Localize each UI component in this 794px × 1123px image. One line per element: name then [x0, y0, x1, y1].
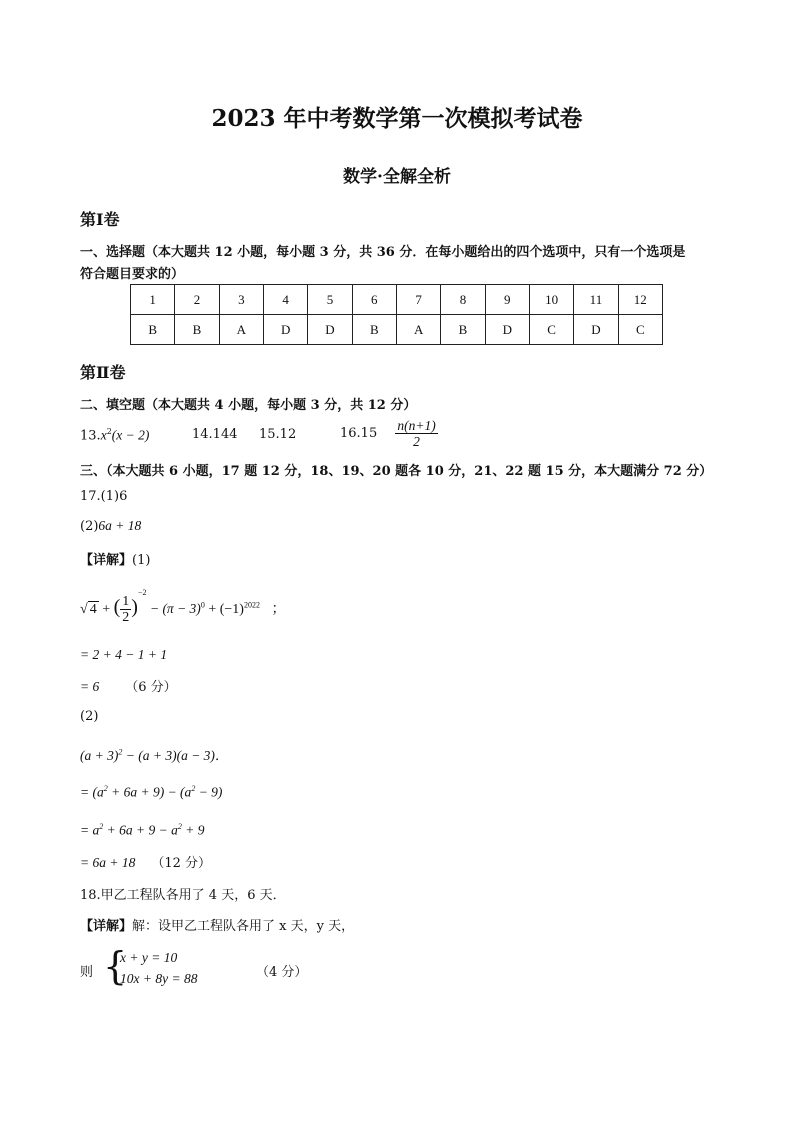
q17-answer-1: 17.(1)6	[80, 489, 128, 504]
table-cell: 7	[396, 285, 440, 315]
answer-table-answers-row	[131, 315, 663, 345]
step4-sup1: 2	[99, 822, 104, 831]
part2-label: 第Ⅱ卷	[80, 363, 126, 382]
q18-answer: 18.甲乙工程队各用了 4 天，6 天．	[80, 888, 286, 903]
table-cell: 4	[263, 285, 307, 315]
q17-step-4	[80, 822, 204, 839]
q18-detail-label: 【详解】	[80, 919, 133, 934]
q17-step-2	[80, 676, 177, 695]
step4-b: + 6a + 9 − a	[103, 822, 178, 838]
q17-expression-1: √ 4 + ( $\frac{1}{2}$ )$^{-2} - (\pi - 3)^0 + (-1)^{2022}$ ；	[80, 588, 286, 626]
table-cell: B	[175, 315, 219, 345]
q18-detail	[80, 915, 354, 934]
q16-prefix: 16.15	[340, 426, 378, 441]
detail-part-1: (1)	[132, 553, 151, 568]
q13-prefix: 13.	[80, 428, 101, 444]
step3-sup2: 2	[191, 784, 196, 793]
table-cell: C	[529, 315, 573, 345]
table-cell: B	[131, 315, 175, 345]
step3-b: + 6a + 9) − (a	[107, 784, 192, 800]
q17-detail-heading	[80, 549, 150, 568]
table-cell: D	[263, 315, 307, 345]
q18-detail-text: 解：设甲乙工程队各用了 x 天，y 天，	[132, 919, 355, 934]
table-cell: 9	[485, 285, 529, 315]
step4-c: + 9	[181, 822, 205, 838]
table-cell: 6	[352, 285, 396, 315]
table-cell: A	[396, 315, 440, 345]
q17-step-3	[80, 784, 222, 801]
expr2-a: (a + 3)	[80, 748, 119, 763]
section3-heading: 三、（本大题共 6 小题，17 题 12 分，18、19、20 题各 10 分，21、22 题 15 分，本大题满分 72 分）	[80, 464, 713, 479]
step4-a: = a	[80, 822, 100, 838]
q13-expr-b: (x − 2)	[111, 427, 150, 443]
table-cell: C	[618, 315, 662, 345]
table-cell: 2	[175, 285, 219, 315]
step2-score: （6 分）	[125, 680, 177, 695]
table-cell: B	[352, 315, 396, 345]
step3-c: − 9)	[195, 784, 223, 800]
page-title: 2023 年中考数学第一次模拟考试卷	[211, 105, 583, 132]
expr1-fraction	[120, 594, 131, 625]
step3-a: = (a	[80, 784, 104, 800]
sqrt-radicand: 4	[89, 602, 97, 617]
table-cell: D	[485, 315, 529, 345]
q18-then-label: 则	[80, 965, 94, 980]
expr2-b: − (a + 3)(a − 3)．	[122, 748, 229, 763]
q16-numerator: n(n+1)	[397, 418, 436, 433]
table-cell: 8	[441, 285, 485, 315]
table-cell: B	[441, 315, 485, 345]
q13-expr-a: x	[100, 427, 107, 443]
section1-heading-line1: 一、选择题（本大题共 12 小题，每小题 3 分，共 36 分．在每小题给出的四个选项中，只有一个选项是	[80, 245, 686, 260]
fill-answer-15: 15.12	[259, 427, 297, 442]
table-cell: 10	[529, 285, 573, 315]
q17-step-1: = 2 + 4 − 1 + 1	[80, 647, 168, 662]
table-cell: 11	[574, 285, 618, 315]
fill-answer-13	[80, 427, 149, 443]
q17-answer-2-prefix: (2)	[80, 519, 99, 534]
expr1-frac-den: 2	[122, 610, 130, 626]
fill-answer-14: 14.144	[192, 427, 238, 442]
expr2-a-sup: 2	[118, 747, 123, 757]
step5-expr: = 6a + 18	[80, 855, 136, 870]
part1-label: 第Ⅰ卷	[80, 210, 120, 229]
expr1-frac-num: 1	[122, 594, 130, 610]
expr1-exp-a: −2	[137, 588, 147, 597]
section1-heading-line2: 符合题目要求的）	[80, 267, 185, 282]
table-cell: 3	[219, 285, 263, 315]
expr1-exp-b: 0	[200, 600, 205, 610]
table-cell: 5	[308, 285, 352, 315]
answer-table	[130, 284, 663, 345]
step2-expr: = 6	[80, 679, 100, 694]
expr1-mid: − (π − 3)	[149, 601, 201, 616]
table-cell: A	[219, 315, 263, 345]
expr1-tail: + (−1)	[208, 602, 244, 617]
q17-answer-2	[80, 518, 141, 534]
q17-answer-2-expr: 6a + 18	[98, 518, 142, 533]
table-cell: D	[308, 315, 352, 345]
step5-score: （12 分）	[151, 856, 212, 871]
table-cell: 1	[131, 285, 175, 315]
step3-sup1: 2	[103, 784, 108, 793]
fill-answer-16	[340, 418, 438, 449]
expr1-exp-c: 2022	[243, 600, 260, 610]
q17-part-2-label: (2)	[80, 709, 99, 724]
q18-equation-2: 10x + 8y = 88	[120, 971, 198, 986]
system-brace: {	[103, 944, 128, 988]
q18-score: （4 分）	[256, 965, 308, 980]
answer-table-numbers-row	[131, 285, 663, 315]
q16-denominator: 2	[413, 434, 420, 449]
q13-expr-sup: 2	[106, 427, 112, 436]
q17-step-5	[80, 852, 211, 871]
expr1-end: ；	[271, 602, 286, 617]
q16-fraction	[395, 418, 437, 449]
detail-label: 【详解】	[80, 553, 133, 568]
sqrt-symbol: √ 4	[80, 602, 97, 617]
table-cell: 12	[618, 285, 662, 315]
step4-sup2: 2	[177, 822, 182, 831]
section2-heading: 二、填空题（本大题共 4 小题，每小题 3 分，共 12 分）	[80, 398, 417, 413]
q17-expression-2	[80, 744, 228, 764]
q18-equation-1: x + y = 10	[120, 950, 178, 965]
table-cell: D	[574, 315, 618, 345]
page-subtitle: 数学·全解全析	[343, 167, 451, 187]
